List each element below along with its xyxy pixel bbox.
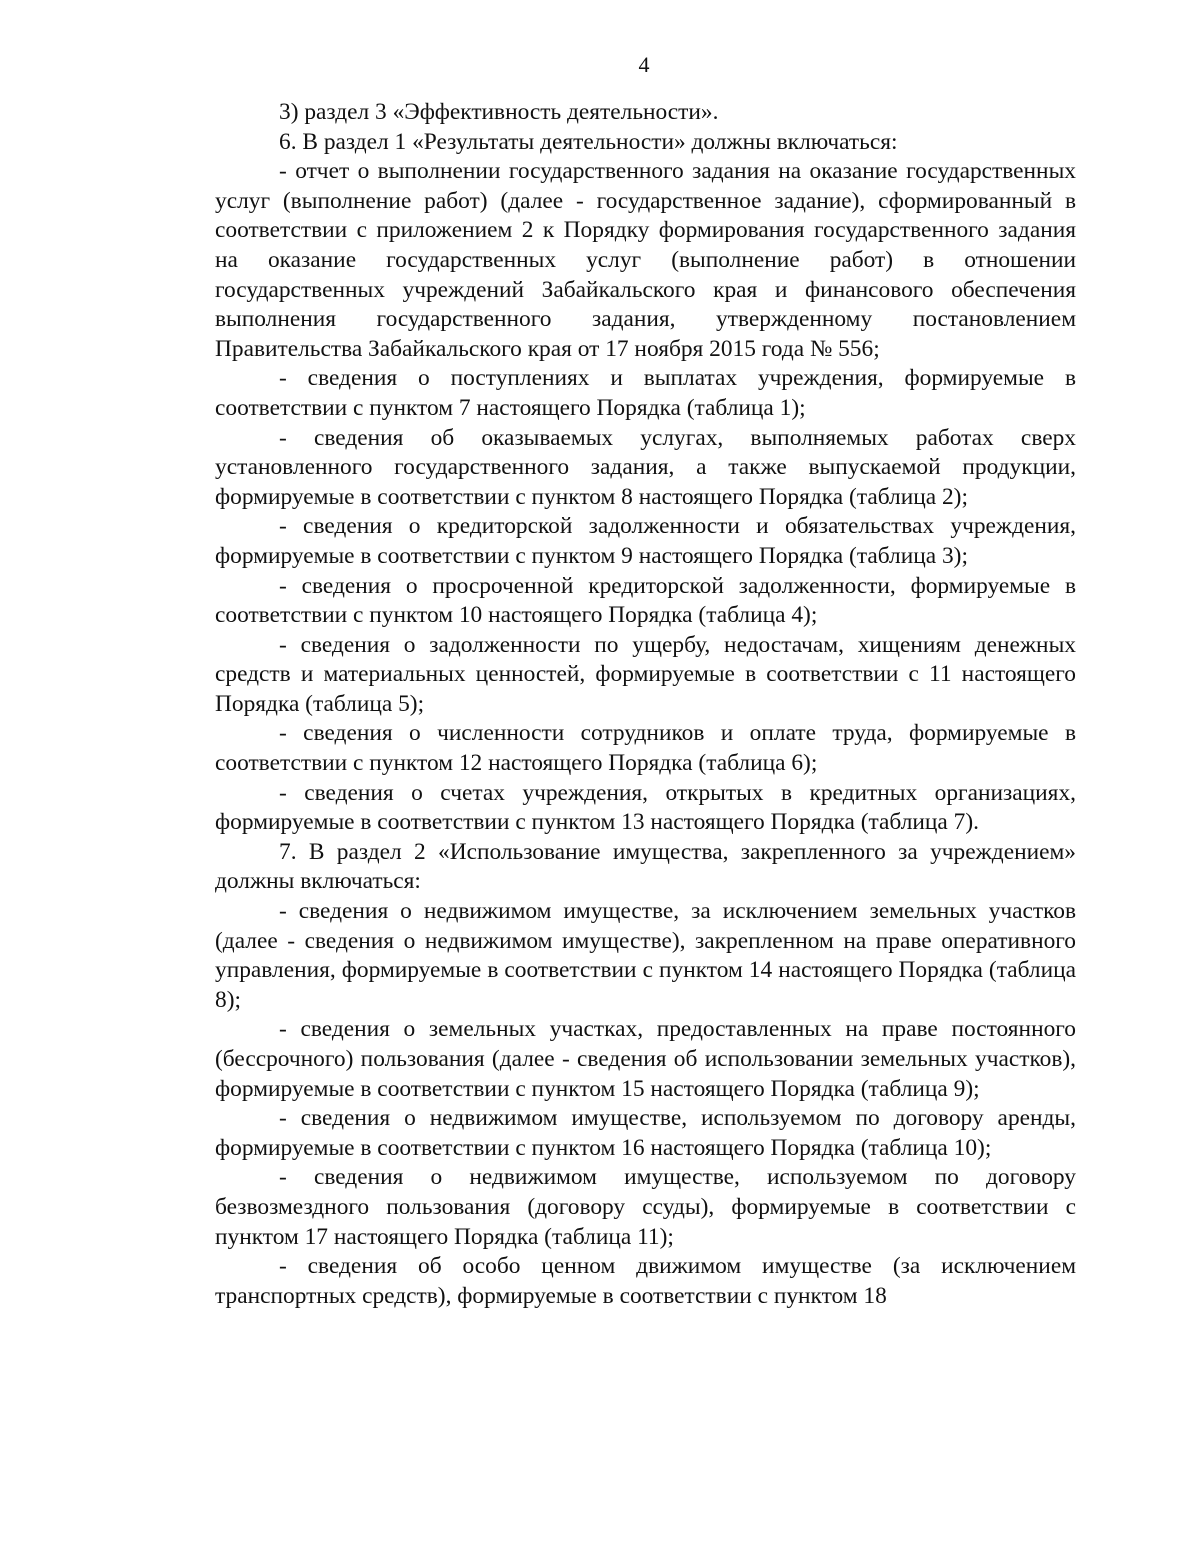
paragraph: - сведения о задолженности по ущербу, недостачам, хищениям денежных средств и материальных ценностей, формируемые в соответствии с 11 настоящего Порядка (таблица 5); (215, 631, 1076, 717)
paragraph: - отчет о выполнении государственного задания на оказание государственных услуг (выполнение работ) (далее - государственное задание), сформированный в соответствии с приложением 2 к Порядку формирования государственного задания на оказание государственных услуг (выполнение работ) в отношении государственных учреждений Забайкальского края и финансового обеспечения выполнения государственного задания, утвержденному постановлением Правительства Забайкальского края от 17 ноября 2015 года № 556; (215, 158, 1076, 362)
paragraph: - сведения о просроченной кредиторской задолженности, формируемые в соответствии с пунктом 10 настоящего Порядка (таблица 4); (215, 572, 1076, 629)
paragraph: 7. В раздел 2 «Использование имущества, закрепленного за учреждением» должны включаться: (215, 838, 1076, 895)
paragraph: - сведения о численности сотрудников и оплате труда, формируемые в соответствии с пунктом 12 настоящего Порядка (таблица 6); (215, 720, 1076, 777)
paragraph: - сведения о кредиторской задолженности и обязательствах учреждения, формируемые в соответствии с пунктом 9 настоящего Порядка (таблица 3); (215, 513, 1076, 569)
paragraph: - сведения о земельных участках, предоставленных на праве постоянного (бессрочного) пользования (далее - сведения об использовании земельных участков), формируемые в соответствии с пунктом 15 настоящего Порядка (таблица 9); (215, 1016, 1076, 1102)
paragraph: - сведения о счетах учреждения, открытых в кредитных организациях, формируемые в соответствии с пунктом 13 настоящего Порядка (таблица 7). (215, 779, 1076, 836)
document-body (215, 98, 1076, 1311)
paragraph: - сведения о недвижимом имуществе, используемом по договору аренды, формируемые в соответствии с пунктом 16 настоящего Порядка (таблица 10); (215, 1105, 1076, 1161)
paragraph: - сведения о недвижимом имуществе, за исключением земельных участков (далее - сведения о недвижимом имуществе), закрепленном на праве оперативного управления, формируемые в соответствии с пунктом 14 настоящего Порядка (таблица 8); (215, 898, 1076, 1013)
paragraph: - сведения о поступлениях и выплатах учреждения, формируемые в соответствии с пунктом 7 настоящего Порядка (таблица 1); (215, 365, 1076, 421)
paragraph: - сведения о недвижимом имуществе, используемом по договору безвозмездного пользования (договору ссуды), формируемые в соответствии с пунктом 17 настоящего Порядка (таблица 11); (215, 1164, 1076, 1250)
paragraph: - сведения об особо ценном движимом имуществе (за исключением транспортных средств), формируемые в соответствии с пунктом 18 (215, 1253, 1076, 1309)
paragraph: 3) раздел 3 «Эффективность деятельности». (279, 99, 719, 125)
paragraph: 6. В раздел 1 «Результаты деятельности» должны включаться: (279, 128, 898, 155)
paragraph: - сведения об оказываемых услугах, выполняемых работах сверх установленного государственного задания, а также выпускаемой продукции, формируемые в соответствии с пунктом 8 настоящего Порядка (таблица 2); (215, 424, 1076, 510)
page-number: 4 (638, 52, 650, 77)
